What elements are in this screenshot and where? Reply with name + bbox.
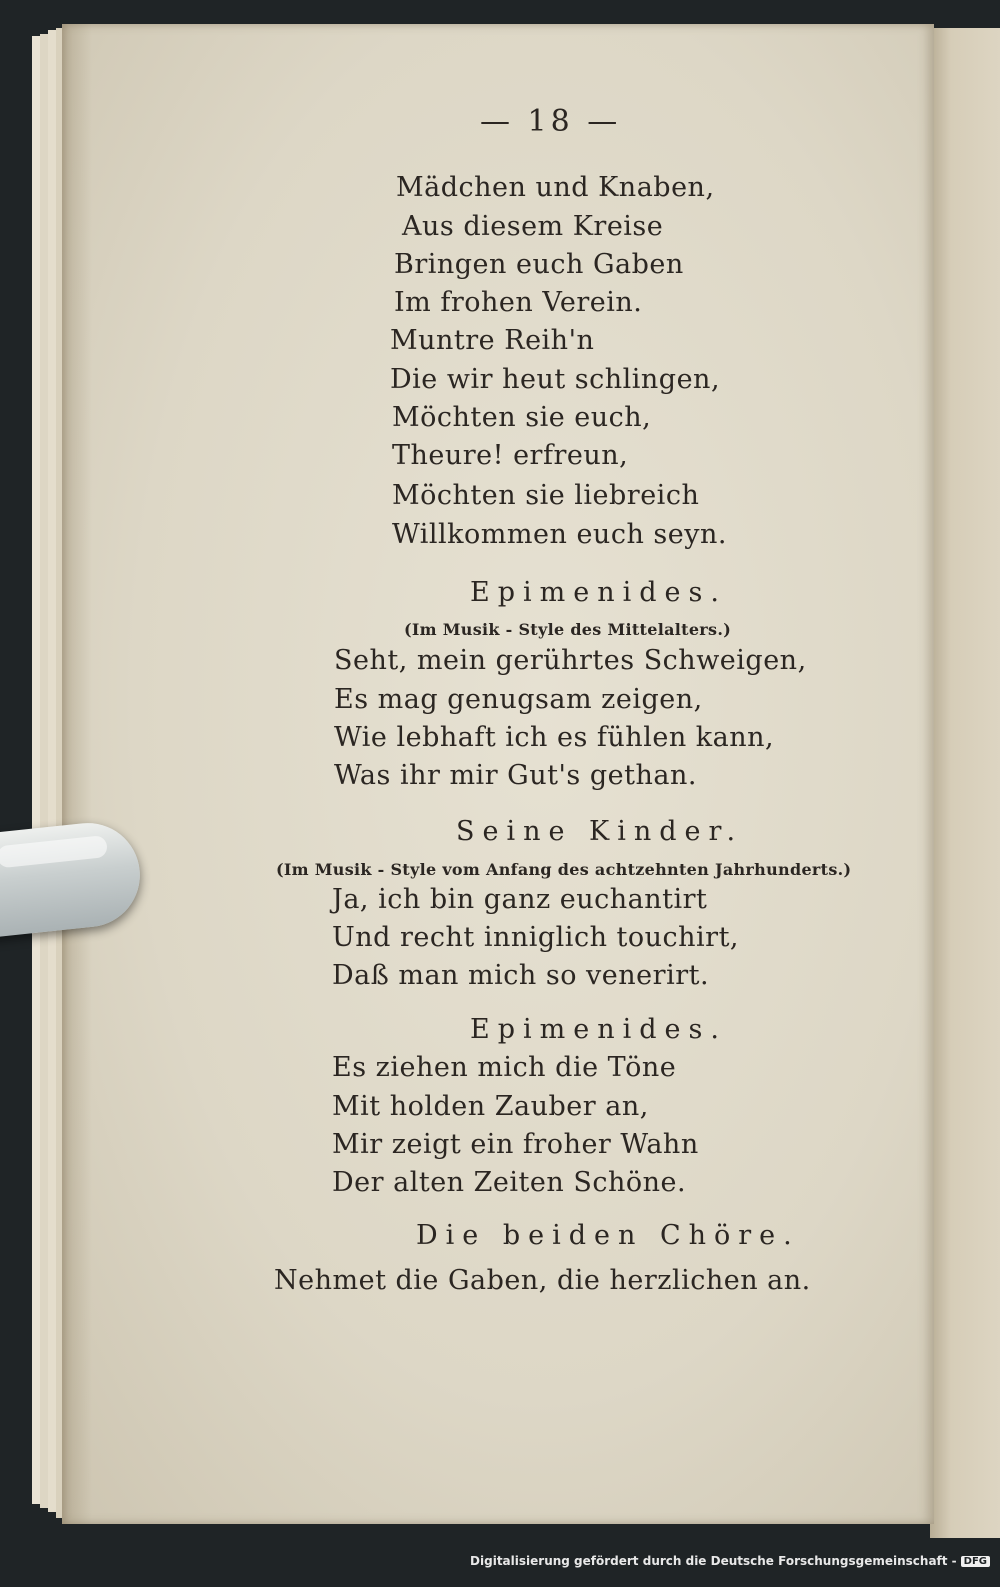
verse-line: Es ziehen mich die Töne: [332, 1052, 677, 1083]
verse-line: Es mag genugsam zeigen,: [334, 684, 703, 715]
verse-line: Seht, mein gerührtes Schweigen,: [334, 645, 807, 676]
facing-page-edge: [930, 28, 1000, 1538]
dfg-logo: DFG: [961, 1556, 990, 1567]
verse-line: Möchten sie euch,: [392, 402, 652, 433]
verse-line: Ja, ich bin ganz euchantirt: [332, 884, 708, 915]
verse-line: Nehmet die Gaben, die herzlichen an.: [274, 1265, 811, 1296]
page-gutter-shadow: [62, 24, 92, 1524]
verse-line: Wie lebhaft ich es fühlen kann,: [334, 722, 775, 753]
verse-line: Mir zeigt ein froher Wahn: [332, 1129, 699, 1160]
verse-line: Im frohen Verein.: [394, 287, 643, 318]
footer-text: Digitalisierung gefördert durch die Deutsche Forschungsgemeinschaft -: [470, 1554, 957, 1568]
verse-line: Daß man mich so venerirt.: [332, 960, 710, 991]
verse-line: Möchten sie liebreich: [392, 480, 700, 511]
verse-line: Bringen euch Gaben: [394, 249, 684, 280]
verse-line: Mädchen und Knaben,: [396, 172, 715, 203]
stage-direction: (Im Musik - Style vom Anfang des achtzehnten Jahrhunderts.): [276, 860, 852, 879]
verse-line: Muntre Reih'n: [390, 325, 595, 356]
stage-direction: (Im Musik - Style des Mittelalters.): [404, 620, 732, 639]
speaker-name: Epimenides.: [470, 577, 727, 608]
footer-credit: [470, 1554, 990, 1568]
verse-line: Theure! erfreun,: [392, 440, 629, 471]
verse-line: Was ihr mir Gut's gethan.: [334, 760, 697, 791]
speaker-name: Seine Kinder.: [456, 816, 744, 847]
verse-line: Mit holden Zauber an,: [332, 1091, 649, 1122]
speaker-name: Epimenides.: [470, 1014, 727, 1045]
speaker-name: Die beiden Chöre.: [416, 1220, 800, 1251]
verse-line: Die wir heut schlingen,: [390, 364, 721, 395]
page-number: — 18 —: [480, 104, 622, 139]
verse-line: Aus diesem Kreise: [402, 211, 664, 242]
verse-line: Willkommen euch seyn.: [392, 519, 727, 550]
verse-line: Und recht inniglich touchirt,: [332, 922, 740, 953]
verse-line: Der alten Zeiten Schöne.: [332, 1167, 687, 1198]
